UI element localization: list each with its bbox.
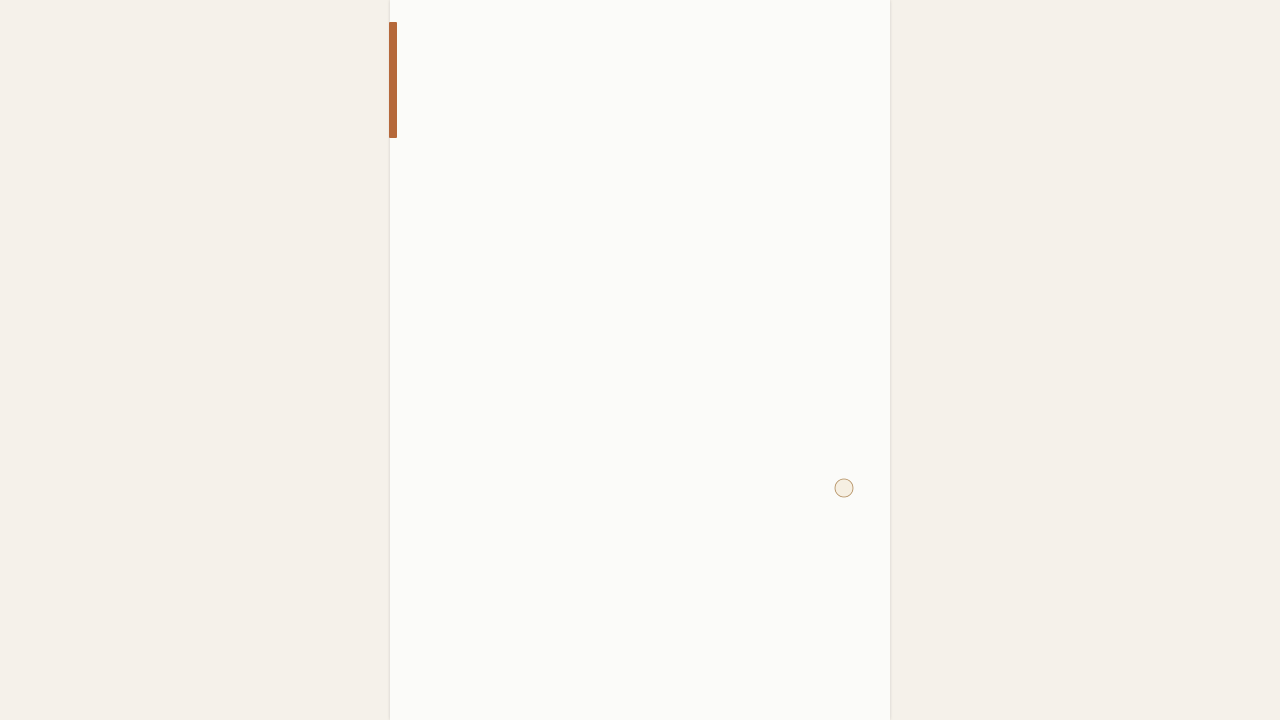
binding-tape	[389, 22, 397, 138]
title-block	[811, 12, 877, 708]
sba-logo	[811, 475, 877, 501]
drawing-sheet	[390, 0, 890, 720]
